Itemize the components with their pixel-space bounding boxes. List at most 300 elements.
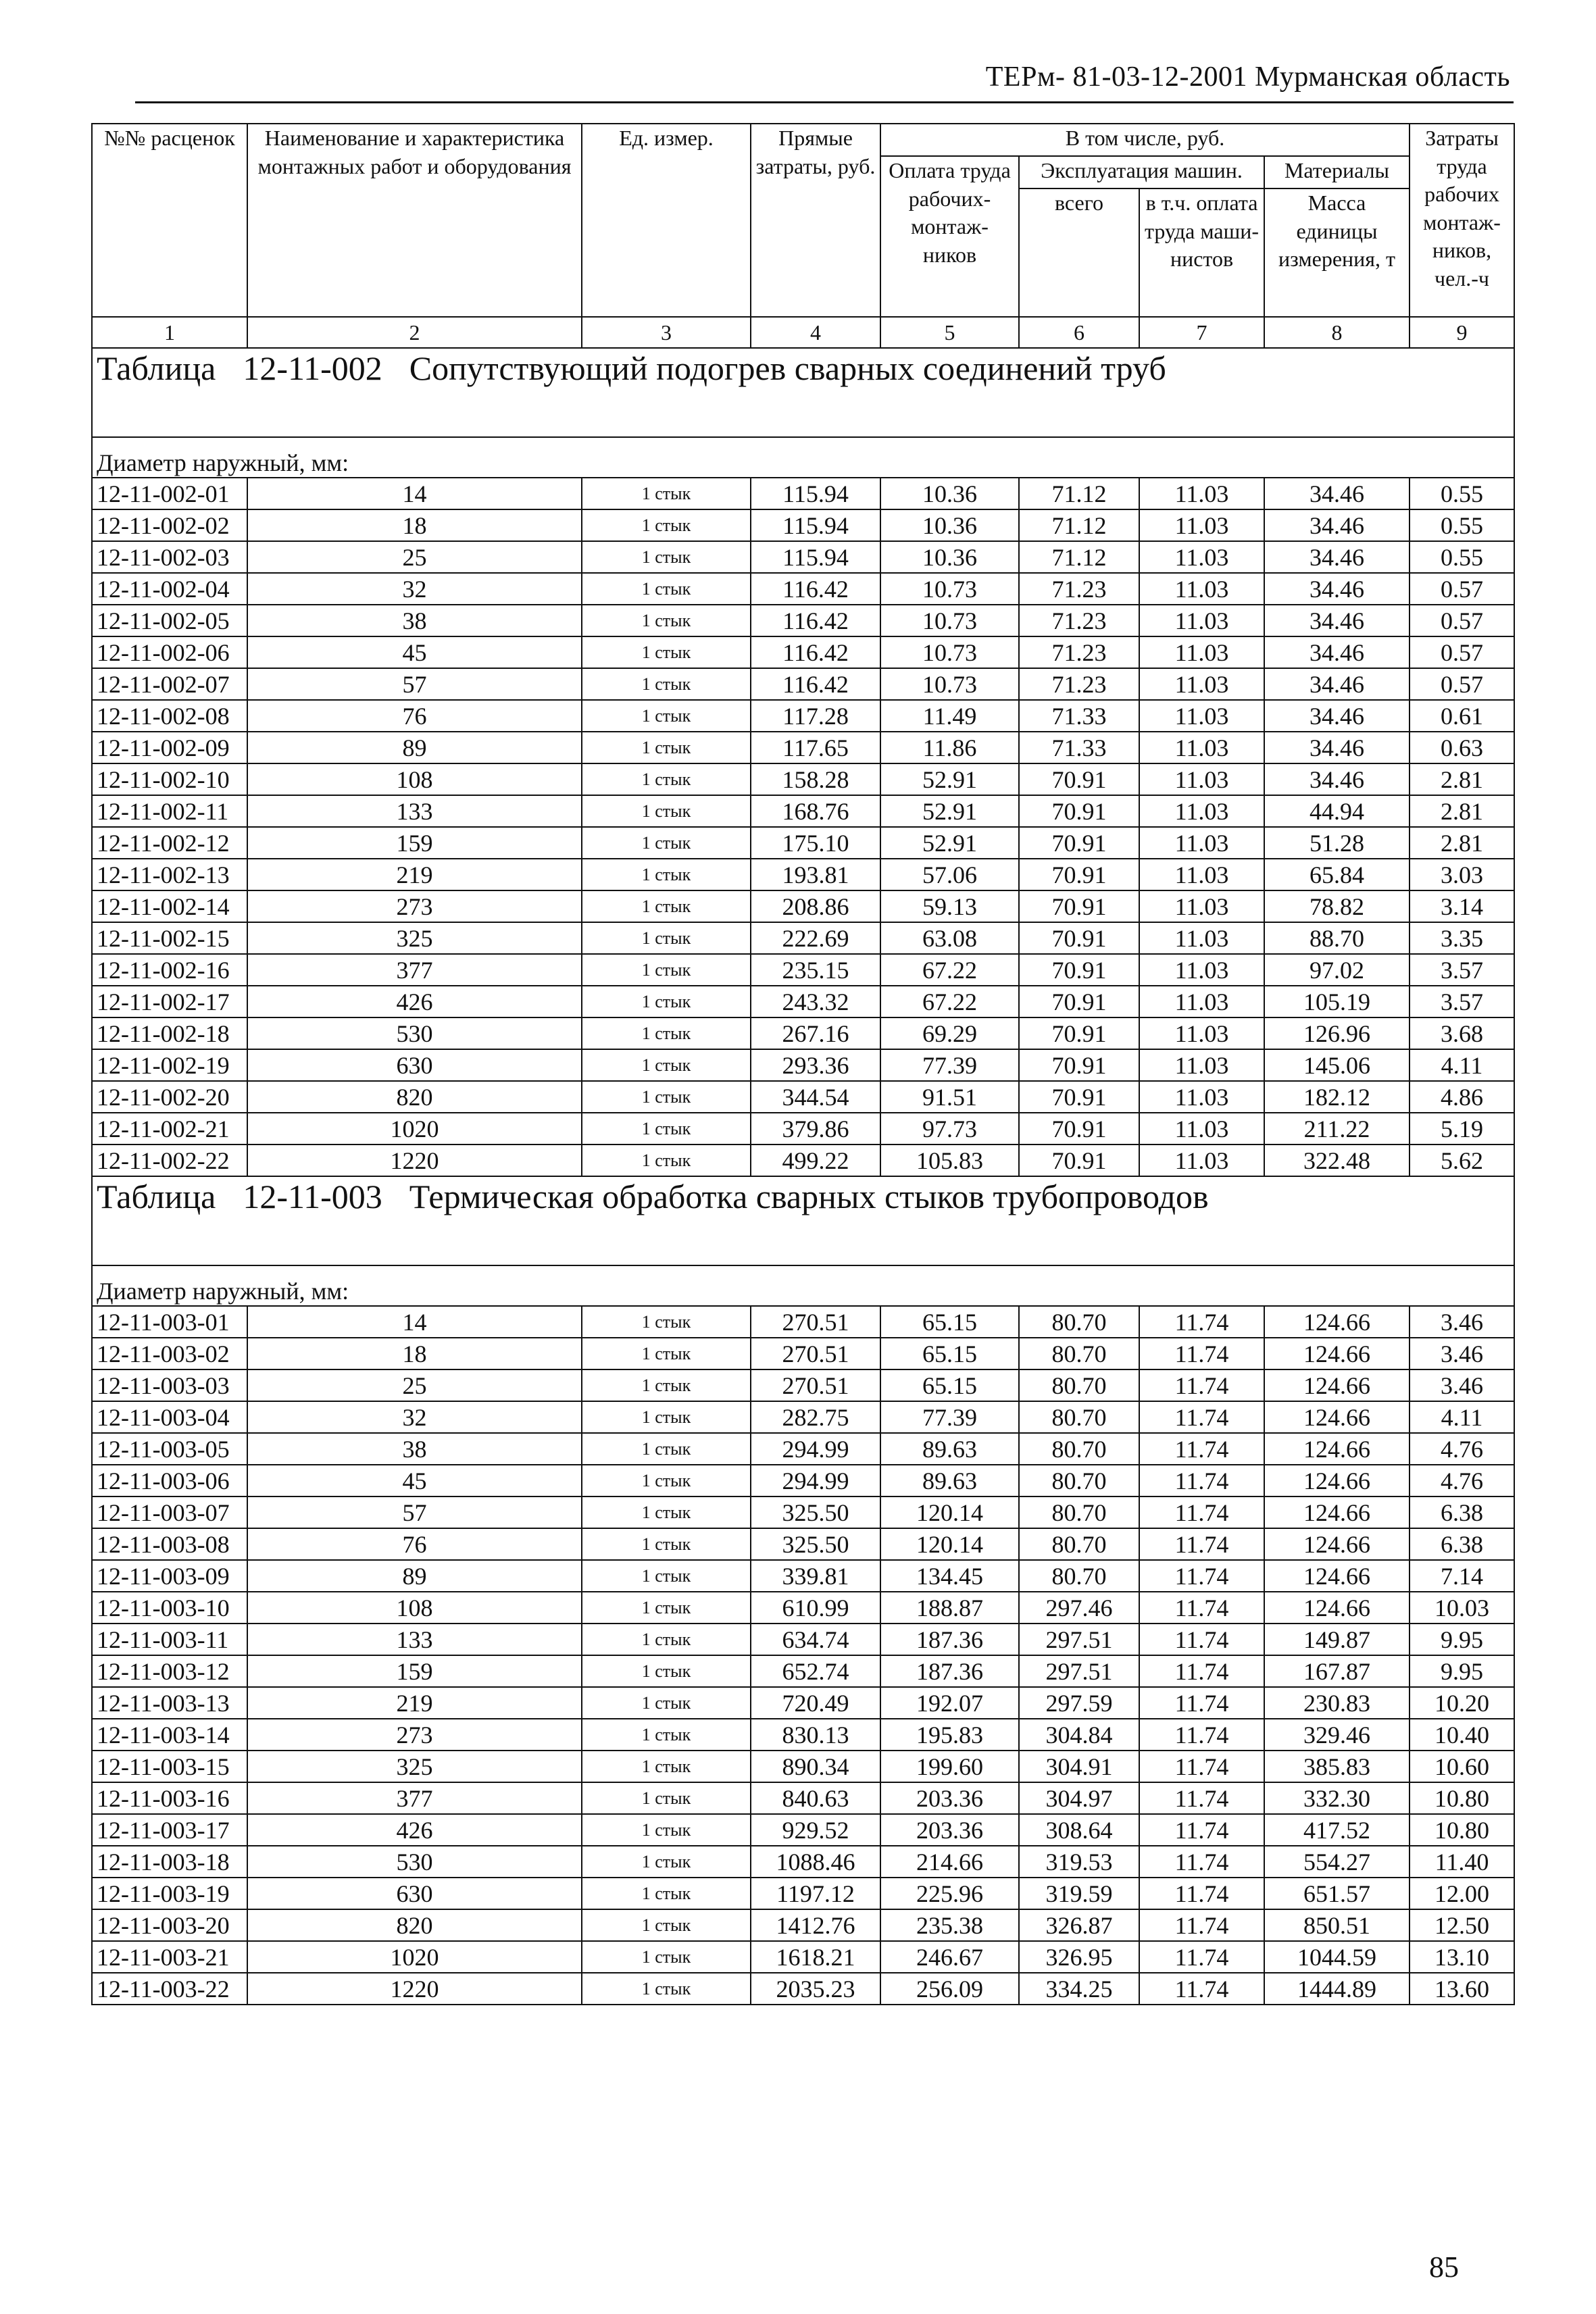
cell-diameter: 820 — [247, 1081, 582, 1113]
table-row — [92, 1941, 1514, 1973]
table-row — [92, 1624, 1514, 1655]
cell-diameter: 530 — [247, 1846, 582, 1878]
cell-machines-total: 71.12 — [1019, 478, 1139, 509]
cell-rate-code: 12-11-003-22 — [92, 1973, 247, 2005]
cell-wages: 10.36 — [880, 541, 1019, 573]
cell-materials: 124.66 — [1264, 1433, 1410, 1465]
table-row — [92, 1017, 1514, 1049]
cell-rate-code: 12-11-003-09 — [92, 1560, 247, 1592]
cell-wages: 10.36 — [880, 509, 1019, 541]
cell-materials: 105.19 — [1264, 986, 1410, 1017]
cell-rate-code: 12-11-002-15 — [92, 922, 247, 954]
cell-diameter: 18 — [247, 509, 582, 541]
cell-wages: 235.38 — [880, 1909, 1019, 1941]
table-row — [92, 1719, 1514, 1751]
cell-machinist-wages: 11.03 — [1139, 827, 1264, 859]
cell-machines-total: 80.70 — [1019, 1338, 1139, 1369]
cell-unit: 1 стык — [582, 1113, 751, 1145]
cell-direct-costs: 325.50 — [751, 1528, 880, 1560]
cell-materials: 124.66 — [1264, 1560, 1410, 1592]
cell-machinist-wages: 11.74 — [1139, 1687, 1264, 1719]
cell-direct-costs: 117.65 — [751, 732, 880, 763]
cell-materials: 385.83 — [1264, 1751, 1410, 1782]
cell-machines-total: 70.91 — [1019, 795, 1139, 827]
cell-rate-code: 12-11-003-07 — [92, 1496, 247, 1528]
table-row — [92, 1401, 1514, 1433]
cell-wages: 192.07 — [880, 1687, 1019, 1719]
cell-machinist-wages: 11.74 — [1139, 1846, 1264, 1878]
cell-materials: 34.46 — [1264, 668, 1410, 700]
cell-unit: 1 стык — [582, 1719, 751, 1751]
cell-wages: 120.14 — [880, 1528, 1019, 1560]
cell-direct-costs: 610.99 — [751, 1592, 880, 1624]
cell-direct-costs: 270.51 — [751, 1369, 880, 1401]
cell-unit: 1 стык — [582, 1049, 751, 1081]
cell-machines-total: 319.59 — [1019, 1878, 1139, 1909]
cell-wages: 65.15 — [880, 1338, 1019, 1369]
cell-machinist-wages: 11.03 — [1139, 763, 1264, 795]
cell-materials: 651.57 — [1264, 1878, 1410, 1909]
cell-direct-costs: 158.28 — [751, 763, 880, 795]
cell-labor-hours: 12.00 — [1410, 1878, 1514, 1909]
cell-diameter: 133 — [247, 1624, 582, 1655]
cell-labor-hours: 4.76 — [1410, 1433, 1514, 1465]
col-header-labor-hours: Затраты труда рабочих монтаж-ников, чел.-ч — [1410, 124, 1514, 317]
cell-materials: 34.46 — [1264, 541, 1410, 573]
cell-unit: 1 стык — [582, 1782, 751, 1814]
cell-diameter: 219 — [247, 859, 582, 890]
cell-diameter: 45 — [247, 636, 582, 668]
cell-materials: 97.02 — [1264, 954, 1410, 986]
cell-wages: 256.09 — [880, 1973, 1019, 2005]
cell-rate-code: 12-11-002-03 — [92, 541, 247, 573]
cell-diameter: 38 — [247, 605, 582, 636]
cell-labor-hours: 3.57 — [1410, 986, 1514, 1017]
cell-unit: 1 стык — [582, 763, 751, 795]
cell-machinist-wages: 11.74 — [1139, 1528, 1264, 1560]
cell-rate-code: 12-11-002-17 — [92, 986, 247, 1017]
cell-diameter: 32 — [247, 1401, 582, 1433]
cell-rate-code: 12-11-003-10 — [92, 1592, 247, 1624]
cell-machinist-wages: 11.03 — [1139, 1017, 1264, 1049]
table-row — [92, 795, 1514, 827]
cell-diameter: 377 — [247, 1782, 582, 1814]
table-header — [92, 124, 1514, 348]
cell-diameter: 325 — [247, 1751, 582, 1782]
cell-labor-hours: 0.63 — [1410, 732, 1514, 763]
cell-machines-total: 70.91 — [1019, 922, 1139, 954]
cell-machinist-wages: 11.03 — [1139, 986, 1264, 1017]
cell-rate-code: 12-11-002-21 — [92, 1113, 247, 1145]
cell-diameter: 426 — [247, 986, 582, 1017]
table-row — [92, 763, 1514, 795]
table-row — [92, 1655, 1514, 1687]
cell-direct-costs: 116.42 — [751, 573, 880, 605]
cell-machines-total: 70.91 — [1019, 827, 1139, 859]
cell-machinist-wages: 11.03 — [1139, 954, 1264, 986]
cell-machinist-wages: 11.74 — [1139, 1306, 1264, 1338]
page-number: 85 — [1429, 2250, 1459, 2284]
col-header-machines-total: всего — [1019, 188, 1139, 317]
col-header-materials: Материалы — [1264, 156, 1410, 188]
cell-unit: 1 стык — [582, 1878, 751, 1909]
cell-machines-total: 80.70 — [1019, 1560, 1139, 1592]
cell-direct-costs: 282.75 — [751, 1401, 880, 1433]
cell-diameter: 57 — [247, 668, 582, 700]
cell-labor-hours: 4.11 — [1410, 1401, 1514, 1433]
cell-materials: 124.66 — [1264, 1528, 1410, 1560]
cell-materials: 34.46 — [1264, 700, 1410, 732]
cell-machines-total: 70.91 — [1019, 1017, 1139, 1049]
cell-machines-total: 70.91 — [1019, 954, 1139, 986]
cell-machinist-wages: 11.03 — [1139, 700, 1264, 732]
cell-machinist-wages: 11.03 — [1139, 668, 1264, 700]
cell-direct-costs: 379.86 — [751, 1113, 880, 1145]
section-code: 12-11-003 — [243, 1178, 382, 1215]
column-number: 9 — [1410, 317, 1514, 348]
cell-unit: 1 стык — [582, 509, 751, 541]
cell-materials: 124.66 — [1264, 1465, 1410, 1496]
cell-machines-total: 71.23 — [1019, 636, 1139, 668]
cell-materials: 850.51 — [1264, 1909, 1410, 1941]
cell-unit: 1 стык — [582, 636, 751, 668]
cell-direct-costs: 929.52 — [751, 1814, 880, 1846]
col-header-unit: Ед. измер. — [582, 124, 751, 317]
cell-machinist-wages: 11.03 — [1139, 1049, 1264, 1081]
cell-materials: 417.52 — [1264, 1814, 1410, 1846]
cell-labor-hours: 4.11 — [1410, 1049, 1514, 1081]
cell-machinist-wages: 11.74 — [1139, 1338, 1264, 1369]
cell-materials: 78.82 — [1264, 890, 1410, 922]
table-row — [92, 1145, 1514, 1176]
table-row — [92, 668, 1514, 700]
table-row — [92, 1782, 1514, 1814]
cell-wages: 89.63 — [880, 1433, 1019, 1465]
cell-machinist-wages: 11.74 — [1139, 1433, 1264, 1465]
cell-unit: 1 стык — [582, 890, 751, 922]
cell-rate-code: 12-11-002-01 — [92, 478, 247, 509]
cell-labor-hours: 10.80 — [1410, 1814, 1514, 1846]
cell-rate-code: 12-11-003-14 — [92, 1719, 247, 1751]
cell-materials: 34.46 — [1264, 509, 1410, 541]
cell-unit: 1 стык — [582, 478, 751, 509]
cell-labor-hours: 0.57 — [1410, 636, 1514, 668]
section-title: Термическая обработка сварных стыков трубопроводов — [409, 1178, 1209, 1215]
cell-diameter: 273 — [247, 890, 582, 922]
cell-rate-code: 12-11-003-20 — [92, 1909, 247, 1941]
cell-materials: 124.66 — [1264, 1496, 1410, 1528]
table-row — [92, 1909, 1514, 1941]
cell-machines-total: 80.70 — [1019, 1401, 1139, 1433]
cell-materials: 124.66 — [1264, 1401, 1410, 1433]
cell-unit: 1 стык — [582, 1751, 751, 1782]
cell-materials: 211.22 — [1264, 1113, 1410, 1145]
cell-rate-code: 12-11-003-18 — [92, 1846, 247, 1878]
cell-materials: 34.46 — [1264, 763, 1410, 795]
cell-labor-hours: 0.55 — [1410, 509, 1514, 541]
cell-direct-costs: 294.99 — [751, 1465, 880, 1496]
cell-machinist-wages: 11.03 — [1139, 890, 1264, 922]
cell-direct-costs: 499.22 — [751, 1145, 880, 1176]
table-row — [92, 954, 1514, 986]
table-row — [92, 859, 1514, 890]
cell-rate-code: 12-11-002-20 — [92, 1081, 247, 1113]
table-row — [92, 1081, 1514, 1113]
col-header-direct-costs: Прямые затраты, руб. — [751, 124, 880, 317]
col-header-machines: Эксплуатация машин. — [1019, 156, 1264, 188]
cell-unit: 1 стык — [582, 1433, 751, 1465]
header-rule — [135, 101, 1514, 103]
cell-rate-code: 12-11-003-03 — [92, 1369, 247, 1401]
cell-diameter: 630 — [247, 1878, 582, 1909]
cell-machines-total: 297.59 — [1019, 1687, 1139, 1719]
cell-unit: 1 стык — [582, 1687, 751, 1719]
cell-labor-hours: 3.46 — [1410, 1369, 1514, 1401]
cell-machinist-wages: 11.03 — [1139, 478, 1264, 509]
cell-direct-costs: 270.51 — [751, 1306, 880, 1338]
cell-labor-hours: 10.80 — [1410, 1782, 1514, 1814]
column-number: 8 — [1264, 317, 1410, 348]
cell-labor-hours: 7.14 — [1410, 1560, 1514, 1592]
cell-diameter: 89 — [247, 1560, 582, 1592]
cell-direct-costs: 294.99 — [751, 1433, 880, 1465]
cell-rate-code: 12-11-003-01 — [92, 1306, 247, 1338]
cell-rate-code: 12-11-002-10 — [92, 763, 247, 795]
table-row — [92, 986, 1514, 1017]
cell-rate-code: 12-11-003-12 — [92, 1655, 247, 1687]
cell-machines-total: 70.91 — [1019, 890, 1139, 922]
cell-machinist-wages: 11.74 — [1139, 1751, 1264, 1782]
cell-machines-total: 71.33 — [1019, 732, 1139, 763]
section-subheader-row — [92, 437, 1514, 478]
col-header-wages: Оплата труда рабочих-монтаж-ников — [880, 156, 1019, 317]
cell-machinist-wages: 11.74 — [1139, 1941, 1264, 1973]
cell-direct-costs: 115.94 — [751, 509, 880, 541]
cell-labor-hours: 0.55 — [1410, 478, 1514, 509]
table-row — [92, 1814, 1514, 1846]
cell-labor-hours: 6.38 — [1410, 1496, 1514, 1528]
cell-wages: 52.91 — [880, 795, 1019, 827]
column-number: 6 — [1019, 317, 1139, 348]
cell-machinist-wages: 11.74 — [1139, 1909, 1264, 1941]
table-row — [92, 1560, 1514, 1592]
table-body — [92, 348, 1514, 2005]
cell-direct-costs: 830.13 — [751, 1719, 880, 1751]
cell-unit: 1 стык — [582, 1941, 751, 1973]
cell-diameter: 133 — [247, 795, 582, 827]
document-header: ТЕРм- 81-03-12-2001 Мурманская область — [985, 61, 1510, 93]
cell-unit: 1 стык — [582, 1081, 751, 1113]
table-row — [92, 1592, 1514, 1624]
cell-materials: 1044.59 — [1264, 1941, 1410, 1973]
cell-direct-costs: 270.51 — [751, 1338, 880, 1369]
cell-diameter: 530 — [247, 1017, 582, 1049]
cell-diameter: 108 — [247, 1592, 582, 1624]
cell-labor-hours: 5.19 — [1410, 1113, 1514, 1145]
cell-direct-costs: 116.42 — [751, 668, 880, 700]
cell-wages: 67.22 — [880, 954, 1019, 986]
cell-rate-code: 12-11-002-18 — [92, 1017, 247, 1049]
cell-machinist-wages: 11.74 — [1139, 1719, 1264, 1751]
table-row — [92, 1338, 1514, 1369]
cell-machines-total: 80.70 — [1019, 1528, 1139, 1560]
cell-materials: 65.84 — [1264, 859, 1410, 890]
table-row — [92, 1751, 1514, 1782]
cell-rate-code: 12-11-003-08 — [92, 1528, 247, 1560]
cell-unit: 1 стык — [582, 1624, 751, 1655]
cell-rate-code: 12-11-002-07 — [92, 668, 247, 700]
cell-labor-hours: 10.20 — [1410, 1687, 1514, 1719]
cell-wages: 91.51 — [880, 1081, 1019, 1113]
cell-unit: 1 стык — [582, 668, 751, 700]
cell-wages: 199.60 — [880, 1751, 1019, 1782]
cell-rate-code: 12-11-003-11 — [92, 1624, 247, 1655]
cell-wages: 52.91 — [880, 827, 1019, 859]
cell-unit: 1 стык — [582, 795, 751, 827]
table-row — [92, 636, 1514, 668]
section-label: Таблица — [97, 349, 216, 387]
table-section-title — [92, 348, 1514, 437]
cell-direct-costs: 720.49 — [751, 1687, 880, 1719]
cell-direct-costs: 344.54 — [751, 1081, 880, 1113]
cell-unit: 1 стык — [582, 1145, 751, 1176]
cell-unit: 1 стык — [582, 1338, 751, 1369]
cell-wages: 203.36 — [880, 1814, 1019, 1846]
cell-materials: 554.27 — [1264, 1846, 1410, 1878]
cell-labor-hours: 0.61 — [1410, 700, 1514, 732]
cell-direct-costs: 168.76 — [751, 795, 880, 827]
cell-direct-costs: 325.50 — [751, 1496, 880, 1528]
table-row — [92, 1306, 1514, 1338]
cell-machinist-wages: 11.74 — [1139, 1624, 1264, 1655]
cell-wages: 203.36 — [880, 1782, 1019, 1814]
cell-diameter: 32 — [247, 573, 582, 605]
cell-wages: 10.73 — [880, 605, 1019, 636]
cell-machines-total: 71.23 — [1019, 605, 1139, 636]
table-row — [92, 922, 1514, 954]
cell-labor-hours: 3.14 — [1410, 890, 1514, 922]
cell-diameter: 820 — [247, 1909, 582, 1941]
cell-labor-hours: 4.86 — [1410, 1081, 1514, 1113]
cell-rate-code: 12-11-003-04 — [92, 1401, 247, 1433]
cell-machines-total: 80.70 — [1019, 1306, 1139, 1338]
cell-diameter: 325 — [247, 922, 582, 954]
section-subheader: Диаметр наружный, мм: — [92, 1265, 1514, 1306]
table-section-title — [92, 1176, 1514, 1265]
cell-diameter: 38 — [247, 1433, 582, 1465]
cell-materials: 51.28 — [1264, 827, 1410, 859]
cell-diameter: 76 — [247, 700, 582, 732]
cell-machines-total: 70.91 — [1019, 1081, 1139, 1113]
cell-wages: 10.73 — [880, 573, 1019, 605]
cell-direct-costs: 235.15 — [751, 954, 880, 986]
cell-materials: 1444.89 — [1264, 1973, 1410, 2005]
cell-wages: 105.83 — [880, 1145, 1019, 1176]
cell-materials: 34.46 — [1264, 605, 1410, 636]
column-number: 7 — [1139, 317, 1264, 348]
cell-machinist-wages: 11.74 — [1139, 1560, 1264, 1592]
cell-diameter: 108 — [247, 763, 582, 795]
table-row — [92, 1973, 1514, 2005]
cell-machines-total: 70.91 — [1019, 1049, 1139, 1081]
cell-wages: 52.91 — [880, 763, 1019, 795]
cell-unit: 1 стык — [582, 827, 751, 859]
cell-wages: 59.13 — [880, 890, 1019, 922]
cell-machinist-wages: 11.03 — [1139, 1113, 1264, 1145]
cell-machines-total: 326.87 — [1019, 1909, 1139, 1941]
cell-unit: 1 стык — [582, 700, 751, 732]
cell-materials: 88.70 — [1264, 922, 1410, 954]
column-number: 3 — [582, 317, 751, 348]
cell-unit: 1 стык — [582, 954, 751, 986]
table-row — [92, 509, 1514, 541]
cell-machinist-wages: 11.74 — [1139, 1369, 1264, 1401]
cell-diameter: 1220 — [247, 1973, 582, 2005]
cell-machinist-wages: 11.74 — [1139, 1782, 1264, 1814]
cell-machines-total: 71.33 — [1019, 700, 1139, 732]
section-title: Сопутствующий подогрев сварных соединений труб — [409, 349, 1166, 387]
cell-materials: 126.96 — [1264, 1017, 1410, 1049]
cell-unit: 1 стык — [582, 922, 751, 954]
cell-machinist-wages: 11.03 — [1139, 509, 1264, 541]
cell-labor-hours: 10.40 — [1410, 1719, 1514, 1751]
cell-unit: 1 стык — [582, 573, 751, 605]
cell-diameter: 219 — [247, 1687, 582, 1719]
cell-direct-costs: 1088.46 — [751, 1846, 880, 1878]
cell-unit: 1 стык — [582, 1306, 751, 1338]
cell-direct-costs: 339.81 — [751, 1560, 880, 1592]
cell-direct-costs: 117.28 — [751, 700, 880, 732]
cell-machines-total: 304.84 — [1019, 1719, 1139, 1751]
cell-wages: 10.36 — [880, 478, 1019, 509]
cell-machinist-wages: 11.03 — [1139, 573, 1264, 605]
cell-labor-hours: 13.60 — [1410, 1973, 1514, 2005]
col-header-code: №№ расценок — [92, 124, 247, 317]
cell-materials: 34.46 — [1264, 478, 1410, 509]
column-number: 5 — [880, 317, 1019, 348]
table-row — [92, 1687, 1514, 1719]
cell-unit: 1 стык — [582, 1369, 751, 1401]
cell-wages: 67.22 — [880, 986, 1019, 1017]
cell-rate-code: 12-11-003-17 — [92, 1814, 247, 1846]
cell-direct-costs: 243.32 — [751, 986, 880, 1017]
cell-machines-total: 70.91 — [1019, 859, 1139, 890]
cell-direct-costs: 222.69 — [751, 922, 880, 954]
table-row — [92, 1846, 1514, 1878]
cell-direct-costs: 652.74 — [751, 1655, 880, 1687]
table-row — [92, 1496, 1514, 1528]
cell-diameter: 159 — [247, 1655, 582, 1687]
cell-rate-code: 12-11-002-22 — [92, 1145, 247, 1176]
table-row — [92, 1878, 1514, 1909]
cell-direct-costs: 116.42 — [751, 605, 880, 636]
cell-diameter: 45 — [247, 1465, 582, 1496]
cell-direct-costs: 293.36 — [751, 1049, 880, 1081]
cell-machines-total: 71.12 — [1019, 541, 1139, 573]
cell-wages: 10.73 — [880, 668, 1019, 700]
cell-unit: 1 стык — [582, 1909, 751, 1941]
cell-labor-hours: 3.46 — [1410, 1306, 1514, 1338]
cell-rate-code: 12-11-003-19 — [92, 1878, 247, 1909]
cell-labor-hours: 3.03 — [1410, 859, 1514, 890]
cell-machinist-wages: 11.03 — [1139, 922, 1264, 954]
cell-rate-code: 12-11-002-09 — [92, 732, 247, 763]
cell-direct-costs: 634.74 — [751, 1624, 880, 1655]
cell-wages: 77.39 — [880, 1401, 1019, 1433]
cell-rate-code: 12-11-002-11 — [92, 795, 247, 827]
cell-machines-total: 80.70 — [1019, 1465, 1139, 1496]
cell-rate-code: 12-11-003-05 — [92, 1433, 247, 1465]
